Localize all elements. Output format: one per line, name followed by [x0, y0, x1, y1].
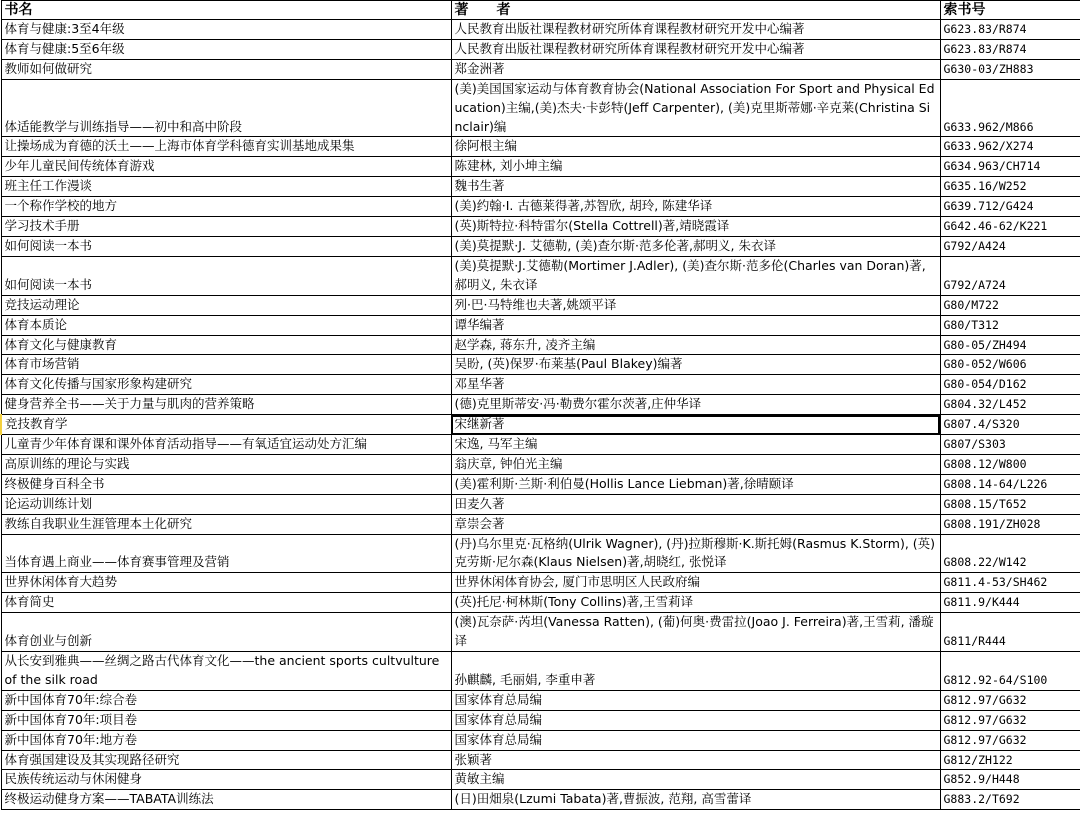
author-cell[interactable]: 国家体育总局编 [451, 710, 940, 730]
author-cell[interactable]: 黄敏主编 [451, 770, 940, 790]
book-title-cell[interactable]: 竞技教育学 [1, 415, 451, 435]
book-title-cell[interactable]: 学习技术手册 [1, 217, 451, 237]
call-number-cell[interactable]: G633.962/M866 [940, 79, 1080, 137]
author-cell[interactable]: (美)约翰·I. 古德莱得著,苏智欣, 胡玲, 陈建华译 [451, 197, 940, 217]
call-number-cell[interactable]: G808.14-64/L226 [940, 474, 1080, 494]
header-author[interactable]: 著 者 [451, 1, 940, 20]
book-title-cell[interactable]: 体育与健康:3至4年级 [1, 20, 451, 40]
table-row [1, 315, 1080, 335]
author-cell[interactable]: 邓星华著 [451, 375, 940, 395]
author-cell[interactable]: (澳)瓦奈萨·芮坦(Vanessa Ratten), (葡)何奥·费雷拉(Joao J. Ferreira)著,王雪莉, 潘璇译 [451, 613, 940, 652]
author-cell[interactable]: 世界休闲体育协会, 厦门市思明区人民政府编 [451, 573, 940, 593]
book-title-cell[interactable]: 从长安到雅典——丝绸之路古代体育文化——the ancient sports cultvulture of the silk road [1, 652, 451, 691]
call-number-cell[interactable]: G808.191/ZH028 [940, 514, 1080, 534]
header-call-number[interactable]: 索书号 [940, 1, 1080, 20]
author-cell[interactable]: (美)霍利斯·兰斯·利伯曼(Hollis Lance Liebman)著,徐晴颐译 [451, 474, 940, 494]
author-cell[interactable]: 赵学森, 蒋东升, 凌齐主编 [451, 335, 940, 355]
table-row [1, 256, 1080, 295]
author-cell[interactable]: 魏书生著 [451, 177, 940, 197]
table-row [1, 593, 1080, 613]
author-cell[interactable]: 吴盼, (英)保罗·布莱基(Paul Blakey)编著 [451, 355, 940, 375]
table-row [1, 770, 1080, 790]
book-title-cell[interactable]: 当体育遇上商业——体育赛事管理及营销 [1, 534, 451, 573]
book-title-cell[interactable]: 体适能教学与训练指导——初中和高中阶段 [1, 79, 451, 137]
call-number-cell[interactable]: G811/R444 [940, 613, 1080, 652]
author-cell[interactable]: (美)莫提默·J. 艾德勒, (美)查尔斯·范多伦著,郝明义, 朱衣译 [451, 236, 940, 256]
call-number-cell[interactable]: G80-05/ZH494 [940, 335, 1080, 355]
author-cell[interactable]: 谭华编著 [451, 315, 940, 335]
book-title-cell[interactable]: 终极健身百科全书 [1, 474, 451, 494]
table-row [1, 415, 1080, 435]
author-cell[interactable]: 翁庆章, 钟伯光主编 [451, 454, 940, 474]
table-row [1, 690, 1080, 710]
call-number-cell[interactable]: G808.15/T652 [940, 494, 1080, 514]
call-number-cell[interactable]: G812/ZH122 [940, 750, 1080, 770]
author-cell[interactable]: (美)莫提默·J.艾德勒(Mortimer J.Adler), (美)查尔斯·范多伦(Charles van Doran)著,郝明义, 朱衣译 [451, 256, 940, 295]
book-title-cell[interactable]: 一个称作学校的地方 [1, 197, 451, 217]
table-row [1, 217, 1080, 237]
book-title-cell[interactable]: 体育本质论 [1, 315, 451, 335]
call-number-cell[interactable]: G80-054/D162 [940, 375, 1080, 395]
book-title-cell[interactable]: 体育文化传播与国家形象构建研究 [1, 375, 451, 395]
author-cell[interactable]: 列·巴·马特维也夫著,姚颂平译 [451, 295, 940, 315]
call-number-cell[interactable]: G811.9/K444 [940, 593, 1080, 613]
author-cell[interactable]: (英)托尼·柯林斯(Tony Collins)著,王雪莉译 [451, 593, 940, 613]
call-number-cell[interactable]: G812.97/G632 [940, 690, 1080, 710]
call-number-cell[interactable]: G639.712/G424 [940, 197, 1080, 217]
book-title-cell[interactable]: 少年儿童民间传统体育游戏 [1, 157, 451, 177]
author-cell[interactable]: 田麦久著 [451, 494, 940, 514]
book-title-cell[interactable]: 如何阅读一本书 [1, 256, 451, 295]
table-row [1, 454, 1080, 474]
author-cell[interactable]: (美)美国国家运动与体育教育协会(National Association For Sport and Physical Education)主编,(美)杰夫·卡彭特(Jeff Carpenter), (美)克里斯蒂娜·辛克莱(Christina Sinclair)编 [451, 79, 940, 137]
call-number-cell[interactable]: G804.32/L452 [940, 395, 1080, 415]
author-cell[interactable]: (日)田畑泉(Lzumi Tabata)著,曹振波, 范翔, 高雪蕾译 [451, 790, 940, 810]
table-row [1, 573, 1080, 593]
call-number-cell[interactable]: G808.12/W800 [940, 454, 1080, 474]
author-cell[interactable]: (德)克里斯蒂安·冯·勒费尔霍尔茨著,庄仲华译 [451, 395, 940, 415]
call-number-cell[interactable]: G633.962/X274 [940, 137, 1080, 157]
table-row [1, 494, 1080, 514]
author-cell[interactable]: 陈建林, 刘小坤主编 [451, 157, 940, 177]
book-title-cell[interactable]: 健身营养全书——关于力量与肌肉的营养策略 [1, 395, 451, 415]
author-cell[interactable]: 张颖著 [451, 750, 940, 770]
call-number-cell[interactable]: G808.22/W142 [940, 534, 1080, 573]
call-number-cell[interactable]: G812.97/G632 [940, 710, 1080, 730]
table-row [1, 39, 1080, 59]
call-number-cell[interactable]: G792/A724 [940, 256, 1080, 295]
table-row [1, 197, 1080, 217]
book-title-cell[interactable]: 高原训练的理论与实践 [1, 454, 451, 474]
table-row [1, 613, 1080, 652]
call-number-cell[interactable]: G807.4/S320 [940, 415, 1080, 435]
call-number-cell[interactable]: G80/M722 [940, 295, 1080, 315]
author-cell[interactable]: 孙麒麟, 毛丽娟, 李重申著 [451, 652, 940, 691]
table-row [1, 137, 1080, 157]
book-title-cell[interactable]: 新中国体育70年:综合卷 [1, 690, 451, 710]
table-row [1, 474, 1080, 494]
author-cell[interactable]: 国家体育总局编 [451, 690, 940, 710]
table-row [1, 335, 1080, 355]
table-row [1, 750, 1080, 770]
call-number-cell[interactable]: G635.16/W252 [940, 177, 1080, 197]
book-title-cell[interactable]: 论运动训练计划 [1, 494, 451, 514]
book-title-cell[interactable]: 竞技运动理论 [1, 295, 451, 315]
header-title[interactable]: 书名 [1, 1, 451, 20]
table-row [1, 157, 1080, 177]
book-title-cell[interactable]: 如何阅读一本书 [1, 236, 451, 256]
book-title-cell[interactable]: 体育文化与健康教育 [1, 335, 451, 355]
table-row [1, 395, 1080, 415]
table-row [1, 295, 1080, 315]
call-number-cell[interactable]: G811.4-53/SH462 [940, 573, 1080, 593]
book-title-cell[interactable]: 班主任工作漫谈 [1, 177, 451, 197]
call-number-cell[interactable]: G792/A424 [940, 236, 1080, 256]
author-cell[interactable]: 人民教育出版社课程教材研究所体育课程教材研究开发中心编著 [451, 39, 940, 59]
table-row [1, 79, 1080, 137]
author-cell[interactable]: 郑金洲著 [451, 59, 940, 79]
book-title-cell[interactable]: 体育与健康:5至6年级 [1, 39, 451, 59]
call-number-cell[interactable]: G883.2/T692 [940, 790, 1080, 810]
author-cell[interactable]: 国家体育总局编 [451, 730, 940, 750]
table-row [1, 534, 1080, 573]
book-title-cell[interactable]: 儿童青少年体育课和课外体育活动指导——有氧适宜运动处方汇编 [1, 435, 451, 455]
call-number-cell[interactable]: G812.92-64/S100 [940, 652, 1080, 691]
book-title-cell[interactable]: 体育创业与创新 [1, 613, 451, 652]
table-row [1, 177, 1080, 197]
author-cell[interactable]: (英)斯特拉·科特雷尔(Stella Cottrell)著,靖晓霞译 [451, 217, 940, 237]
call-number-cell[interactable]: G80/T312 [940, 315, 1080, 335]
book-title-cell[interactable]: 体育强国建设及其实现路径研究 [1, 750, 451, 770]
table-row [1, 790, 1080, 810]
table-row [1, 652, 1080, 691]
table-row [1, 59, 1080, 79]
book-title-cell[interactable]: 体育市场营销 [1, 355, 451, 375]
book-title-cell[interactable]: 教练自我职业生涯管理本土化研究 [1, 514, 451, 534]
call-number-cell[interactable]: G642.46-62/K221 [940, 217, 1080, 237]
author-cell[interactable]: (丹)乌尔里克·瓦格纳(Ulrik Wagner), (丹)拉斯穆斯·K.斯托姆(Rasmus K.Storm), (英)克劳斯·尼尔森(Klaus Nielsen)著,胡晓红, 张悦译 [451, 534, 940, 573]
author-cell[interactable]: 宋继新著 [451, 415, 940, 435]
table-row [1, 236, 1080, 256]
book-title-cell[interactable]: 教师如何做研究 [1, 59, 451, 79]
call-number-cell[interactable]: G623.83/R874 [940, 39, 1080, 59]
call-number-cell[interactable]: G812.97/G632 [940, 730, 1080, 750]
author-cell[interactable]: 人民教育出版社课程教材研究所体育课程教材研究开发中心编著 [451, 20, 940, 40]
book-title-cell[interactable]: 让操场成为育德的沃土——上海市体育学科德育实训基地成果集 [1, 137, 451, 157]
table-row [1, 355, 1080, 375]
table-body [1, 20, 1080, 810]
author-cell[interactable]: 章崇会著 [451, 514, 940, 534]
book-title-cell[interactable]: 新中国体育70年:项目卷 [1, 710, 451, 730]
call-number-cell[interactable]: G80-052/W606 [940, 355, 1080, 375]
book-title-cell[interactable]: 新中国体育70年:地方卷 [1, 730, 451, 750]
call-number-cell[interactable]: G852.9/H448 [940, 770, 1080, 790]
author-cell[interactable]: 徐阿根主编 [451, 137, 940, 157]
table-row [1, 435, 1080, 455]
call-number-cell[interactable]: G623.83/R874 [940, 20, 1080, 40]
author-cell[interactable]: 宋逸, 马军主编 [451, 435, 940, 455]
table-row [1, 710, 1080, 730]
table-row [1, 375, 1080, 395]
call-number-cell[interactable]: G634.963/CH714 [940, 157, 1080, 177]
book-title-cell[interactable]: 世界休闲体育大趋势 [1, 573, 451, 593]
book-title-cell[interactable]: 民族传统运动与休闲健身 [1, 770, 451, 790]
call-number-cell[interactable]: G807/S303 [940, 435, 1080, 455]
book-title-cell[interactable]: 终极运动健身方案——TABATA训练法 [1, 790, 451, 810]
table-row [1, 730, 1080, 750]
book-title-cell[interactable]: 体育简史 [1, 593, 451, 613]
table-row [1, 514, 1080, 534]
call-number-cell[interactable]: G630-03/ZH883 [940, 59, 1080, 79]
header-row [1, 1, 1080, 20]
table-row [1, 20, 1080, 40]
